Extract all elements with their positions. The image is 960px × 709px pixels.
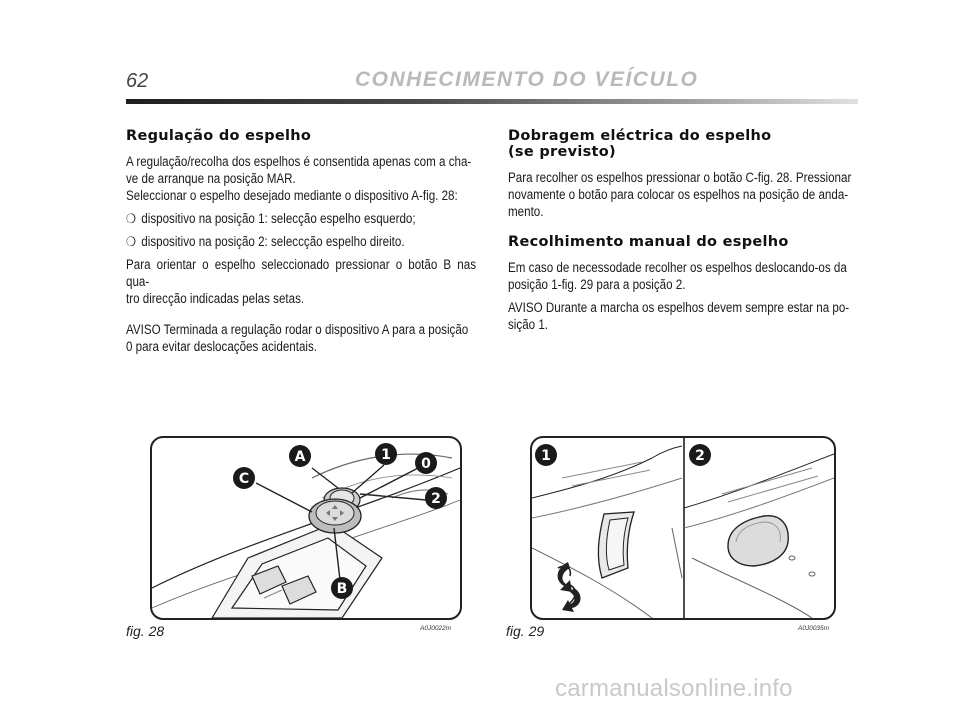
callout-label-2: 2 bbox=[431, 491, 441, 507]
warning-line: AVISO Durante a marcha os espelhos devem sempre estar na po- bbox=[508, 300, 850, 315]
bullet-text: dispositivo na posição 1: selecção espelho esquerdo; bbox=[141, 211, 416, 226]
paragraph-line: tro direcção indicadas pelas setas. bbox=[126, 291, 305, 306]
callout-2 bbox=[425, 487, 447, 509]
mirror-position-1-panel bbox=[532, 446, 682, 618]
figure-28-mirror-control-illustration bbox=[150, 436, 462, 620]
page-number: 62 bbox=[126, 70, 149, 92]
mirror-adjust-button bbox=[309, 499, 361, 533]
paragraph-line: mento. bbox=[508, 204, 544, 219]
paragraph-line: A regulação/recolha dos espelhos é consentida apenas com a cha- bbox=[126, 154, 472, 169]
paragraph-line: Para recolher os espelhos pressionar o botão C-fig. 28. Pressionar bbox=[508, 170, 852, 185]
paragraph-line: ve de arranque na posição MAR. bbox=[126, 171, 296, 186]
bullet-text: dispositivo na posição 2: seleccção espelho direito. bbox=[141, 234, 405, 249]
paragraph-line: Em caso de necessodade recolher os espelhos deslocando-os da bbox=[508, 260, 847, 275]
mirror-position-2-panel bbox=[684, 454, 834, 618]
figure-28-caption: fig. 28 bbox=[126, 623, 165, 639]
mirror-positions-drawing bbox=[532, 438, 834, 618]
section-heading-electric-folding: Dobragem eléctrica do espelho bbox=[508, 128, 772, 144]
figure-29-mirror-folding-illustration bbox=[530, 436, 836, 620]
callout-label-b: B bbox=[336, 581, 348, 597]
callout-1 bbox=[535, 444, 557, 466]
callout-label-2: 2 bbox=[695, 448, 705, 464]
header-rule bbox=[126, 99, 858, 104]
paragraph-line: Seleccionar o espelho desejado mediante o dispositivo A-fig. 28: bbox=[126, 188, 458, 203]
section-heading-manual-folding: Recolhimento manual do espelho bbox=[508, 234, 789, 250]
figure-29-code: A0J0035m bbox=[798, 625, 830, 632]
callout-a bbox=[289, 445, 311, 467]
callout-0 bbox=[415, 452, 437, 474]
warning-line: sição 1. bbox=[508, 317, 549, 332]
callout-b bbox=[331, 577, 353, 599]
callout-c bbox=[233, 467, 255, 489]
callout-1 bbox=[375, 443, 397, 465]
callout-2 bbox=[689, 444, 711, 466]
figure-29-caption: fig. 29 bbox=[506, 623, 545, 639]
callout-label-1: 1 bbox=[381, 447, 391, 463]
section-heading-mirror-adjustment: Regulação do espelho bbox=[126, 128, 312, 144]
callout-label-1: 1 bbox=[541, 448, 551, 464]
right-column bbox=[508, 128, 858, 333]
warning-line: 0 para evitar deslocações acidentais. bbox=[126, 339, 318, 354]
callout-label-c: C bbox=[238, 471, 250, 487]
callout-label-a: A bbox=[294, 449, 306, 465]
door-panel-drawing bbox=[152, 438, 460, 618]
bullet-icon: ❍ bbox=[126, 211, 137, 226]
figure-28-code: A0J0022m bbox=[420, 625, 452, 632]
paragraph-line: Para orientar o espelho seleccionado pressionar o botão B nas qua- bbox=[126, 257, 477, 289]
watermark: carmanualsonline.info bbox=[555, 675, 793, 702]
paragraph-line: novamente o botão para colocar os espelhos na posição de anda- bbox=[508, 187, 849, 202]
callout-label-0: 0 bbox=[421, 456, 431, 472]
bullet-item bbox=[126, 210, 476, 227]
chapter-title: CONHECIMENTO DO VEÍCULO bbox=[355, 68, 699, 91]
warning-line: AVISO Terminada a regulação rodar o dispositivo A para a posição bbox=[126, 322, 469, 337]
bullet-item bbox=[126, 233, 476, 250]
left-column bbox=[126, 128, 476, 355]
section-heading-electric-folding-note: (se previsto) bbox=[508, 144, 616, 160]
paragraph-line: posição 1-fig. 29 para a posição 2. bbox=[508, 277, 686, 292]
bullet-icon: ❍ bbox=[126, 234, 137, 249]
